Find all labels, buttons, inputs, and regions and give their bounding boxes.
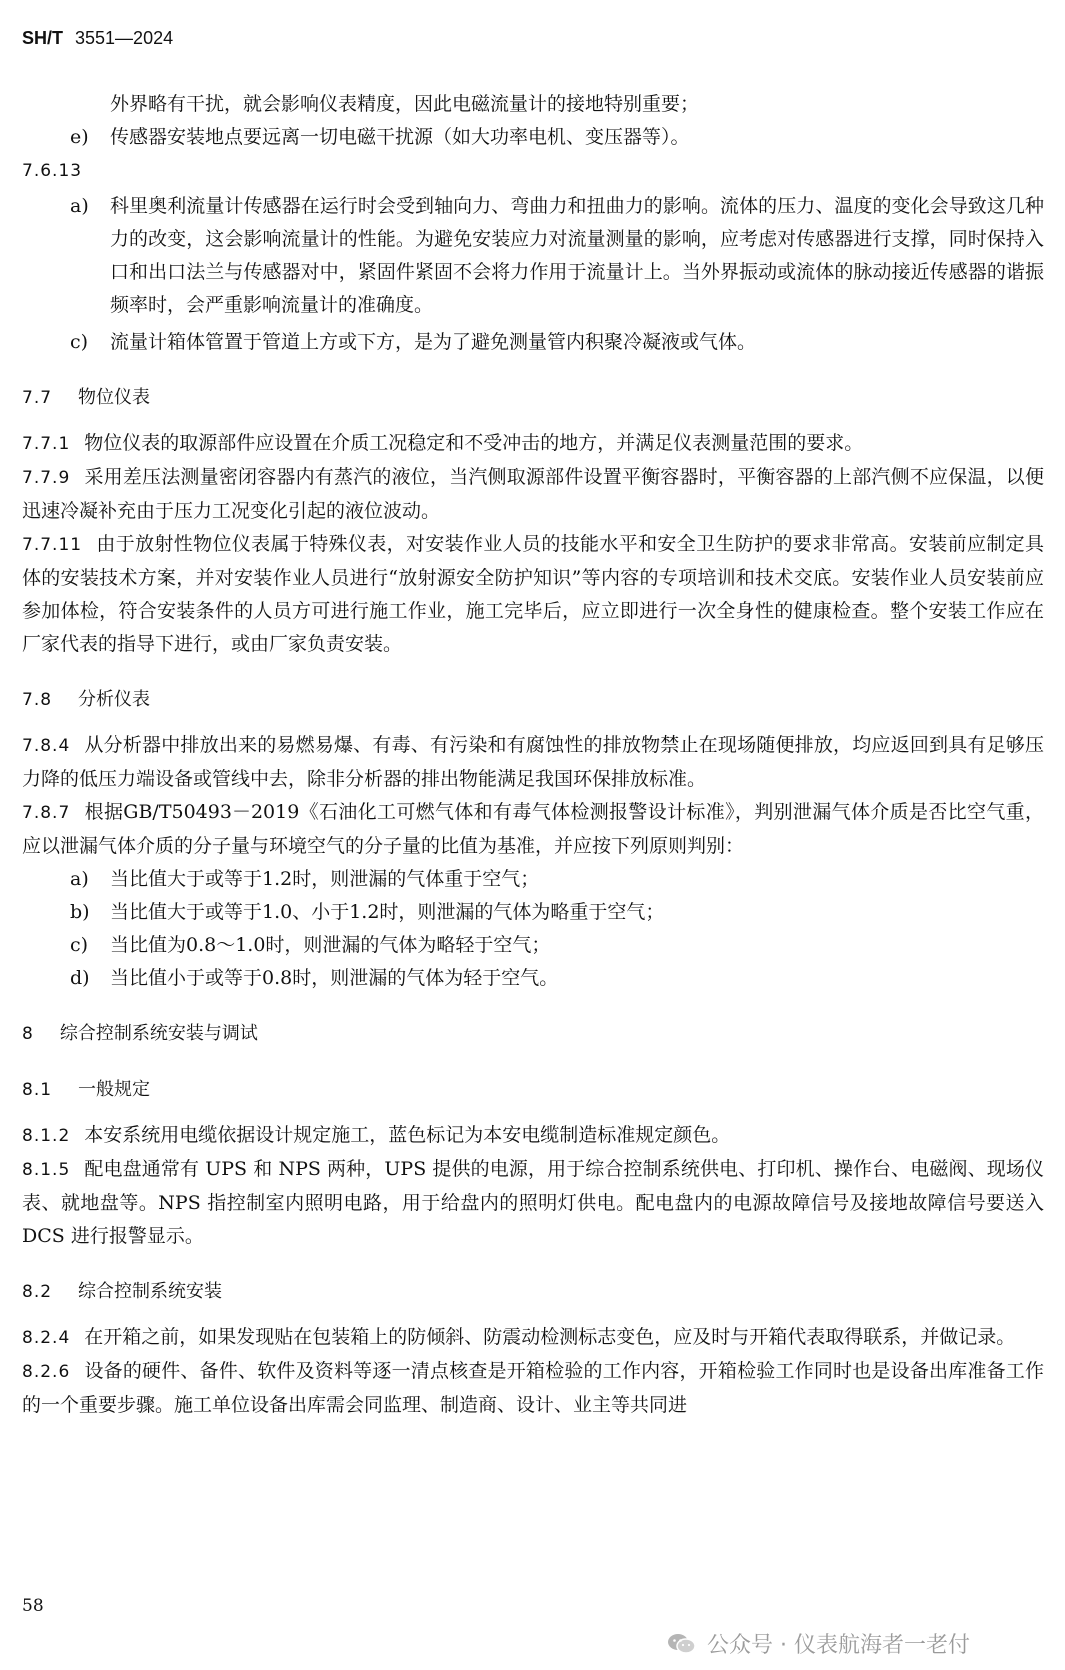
list-item <box>22 863 1044 896</box>
list-item <box>22 326 1044 359</box>
section-number: 7.8 <box>22 690 53 710</box>
clause-number: 8.1.2 <box>22 1126 71 1146</box>
clause <box>22 461 1044 528</box>
clause-number: 7.6.13 <box>22 161 83 181</box>
clause <box>22 154 1044 188</box>
clause <box>22 1355 1044 1422</box>
item-label: c) <box>70 331 89 353</box>
page-number: 58 <box>22 1596 44 1616</box>
clause-text: 设备的硬件、备件、软件及资料等逐一清点核查是开箱检验的工作内容，开箱检验工作同时也是设备出库准备工作的一个重要步骤。施工单位设备出库需会同监理、制造商、设计、业主等共同进 <box>22 1360 1044 1416</box>
clause-number: 8.2.6 <box>22 1362 71 1382</box>
clause-number: 7.8.4 <box>22 736 71 756</box>
section-heading <box>22 381 1044 415</box>
clause <box>22 1321 1044 1355</box>
clause-text: 根据GB/T50493－2019《石油化工可燃气体和有毒气体检测报警设计标准》，判别泄漏气体介质是否比空气重，应以泄漏气体介质的分子量与环境空气的分子量的比值为基准，并应按下列原则判别： <box>22 801 1044 857</box>
clause-text: 本安系统用电缆依据设计规定施工，蓝色标记为本安电缆制造标准规定颜色。 <box>84 1124 731 1146</box>
clause-number: 7.7.11 <box>22 535 83 555</box>
clause-number: 8.2.4 <box>22 1328 71 1348</box>
item-text: 当比值大于或等于1.0、小于1.2时，则泄漏的气体为略重于空气； <box>110 901 665 923</box>
clause-text: 物位仪表的取源部件应设置在介质工况稳定和不受冲击的地方，并满足仪表测量范围的要求。 <box>84 432 864 454</box>
clause-text: 在开箱之前，如果发现贴在包装箱上的防倾斜、防震动检测标志变色，应及时与开箱代表取得联系，并做记录。 <box>84 1326 1016 1348</box>
item-label: a) <box>70 195 89 217</box>
list-item <box>22 190 1044 322</box>
section-title: 一般规定 <box>78 1079 151 1100</box>
chapter-title: 综合控制系统安装与调试 <box>59 1023 258 1044</box>
wechat-icon <box>667 1632 697 1656</box>
item-label: b) <box>70 901 90 923</box>
standard-number: 3551—2024 <box>75 28 174 48</box>
clause-text: 配电盘通常有 UPS 和 NPS 两种，UPS 提供的电源，用于综合控制系统供电、打印机、操作台、电磁阀、现场仪表、就地盘等。NPS 指控制室内照明电路，用于给盘内的照明灯供电。配电盘内的电源故障信号及接地故障信号要送入 DCS 进行报警显示。 <box>22 1158 1044 1247</box>
item-label: d) <box>70 967 90 989</box>
clause <box>22 528 1044 661</box>
watermark <box>667 1628 970 1659</box>
continuation-text <box>22 88 1044 121</box>
clause-text: 由于放射性物位仪表属于特殊仪表，对安装作业人员的技能水平和安全卫生防护的要求非常高。安装前应制定具体的安装技术方案，并对安装作业人员进行“放射源安全防护知识”等内容的专项培训和技术交底。安装作业人员安装前应参加体检，符合安装条件的人员方可进行施工作业，施工完毕后，应立即进行一次全身性的健康检查。整个安装工作应在厂家代表的指导下进行，或由厂家负责安装。 <box>22 533 1044 655</box>
chapter-heading <box>22 1017 1044 1051</box>
section-number: 8.2 <box>22 1282 53 1302</box>
item-text: 当比值大于或等于1.2时，则泄漏的气体重于空气； <box>110 868 540 890</box>
section-heading <box>22 1275 1044 1309</box>
clause-number: 7.7.1 <box>22 434 71 454</box>
clause-number: 7.7.9 <box>22 468 71 488</box>
watermark-text: 公众号 · 仪表航海者一老付 <box>707 1633 970 1658</box>
clause-text: 从分析器中排放出来的易燃易爆、有毒、有污染和有腐蚀性的排放物禁止在现场随便排放，均应返回到具有足够压力降的低压力端设备或管线中去，除非分析器的排出物能满足我国环保排放标准。 <box>22 734 1044 790</box>
item-label: a) <box>70 868 89 890</box>
standard-code: SH/T <box>22 28 64 48</box>
section-heading <box>22 1073 1044 1107</box>
clause <box>22 1119 1044 1153</box>
clause-number: 8.1.5 <box>22 1160 71 1180</box>
list-item <box>22 962 1044 995</box>
section-title: 综合控制系统安装 <box>78 1281 223 1302</box>
document-body <box>22 88 1044 1422</box>
item-text: 科里奥利流量计传感器在运行时会受到轴向力、弯曲力和扭曲力的影响。流体的压力、温度的变化会导致这几种力的改变，这会影响流量计的性能。为避免安装应力对流量测量的影响，应考虑对传感器进行支撑，同时保持入口和出口法兰与传感器对中，紧固件紧固不会将力作用于流量计上。当外界振动或流体的脉动接近传感器的谐振频率时，会严重影响流量计的准确度。 <box>110 195 1044 316</box>
section-title: 分析仪表 <box>78 689 151 710</box>
clause-number: 7.8.7 <box>22 803 71 823</box>
item-text: 当比值小于或等于0.8时，则泄漏的气体为轻于空气。 <box>110 967 559 989</box>
page-header <box>22 28 173 49</box>
chapter-number: 8 <box>22 1024 34 1044</box>
clause <box>22 1153 1044 1253</box>
section-heading <box>22 683 1044 717</box>
item-text: 传感器安装地点要远离一切电磁干扰源（如大功率电机、变压器等）。 <box>110 126 690 148</box>
item-label: e) <box>70 126 89 148</box>
list-item <box>22 896 1044 929</box>
clause <box>22 796 1044 863</box>
list-item <box>22 121 1044 154</box>
list-item <box>22 929 1044 962</box>
item-label: c) <box>70 934 89 956</box>
section-title: 物位仪表 <box>78 387 151 408</box>
section-number: 7.7 <box>22 388 53 408</box>
item-text: 当比值为0.8～1.0时，则泄漏的气体为略轻于空气； <box>110 934 551 956</box>
section-number: 8.1 <box>22 1080 53 1100</box>
clause-text: 采用差压法测量密闭容器内有蒸汽的液位，当汽侧取源部件设置平衡容器时，平衡容器的上部汽侧不应保温，以便迅速冷凝补充由于压力工况变化引起的液位波动。 <box>22 466 1044 522</box>
clause <box>22 427 1044 461</box>
item-text: 流量计箱体管置于管道上方或下方，是为了避免测量管内积聚冷凝液或气体。 <box>110 331 757 353</box>
paragraph-text: 外界略有干扰，就会影响仪表精度，因此电磁流量计的接地特别重要； <box>110 93 700 115</box>
clause <box>22 729 1044 796</box>
